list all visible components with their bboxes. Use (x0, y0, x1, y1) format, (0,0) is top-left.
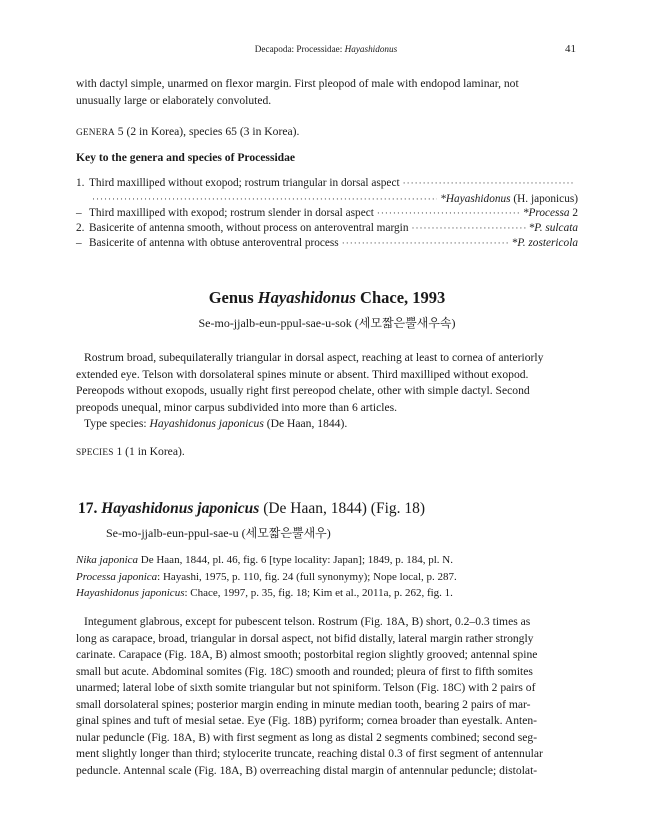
genus-korean-name: Se-mo-jjalb-eun-ppul-sae-u-sok (세모짧은뿔새우속) (198, 316, 456, 330)
key-text: Basicerite of antenna smooth, without process on anteroventral margin (89, 222, 409, 234)
synonym-citation: : Chace, 1997, p. 35, fig. 18; Kim et al., 2011a, p. 262, fig. 1. (184, 587, 453, 599)
intro-line: unusually large or elaborately convoluted. (76, 93, 272, 107)
genera-text: 5 (2 in Korea), species 65 (3 in Korea). (114, 125, 300, 138)
key-row-1 (76, 175, 578, 191)
running-head-genus: Hayashidonus (344, 44, 398, 54)
genus-heading-authority: Chace, 1993 (355, 288, 446, 307)
synonym-name: Nika japonica (76, 554, 139, 566)
species-count-text: 1 (1 in Korea). (113, 445, 185, 458)
synonym-citation: De Haan, 1844, pl. 46, fig. 6 [type locality: Japan]; 1849, p. 184, pl. N. (138, 554, 454, 566)
intro-paragraph (76, 76, 578, 109)
key-leader-dots (403, 175, 575, 191)
species-count-label: SPECIES (76, 448, 114, 458)
key-row-2 (76, 220, 578, 236)
key-target-extra: 2 (569, 207, 578, 219)
description-line: peduncle. Antennal scale (Fig. 18A, B) overreaching distal margin of antennular peduncle; distolat- (76, 763, 538, 777)
synonym-entry (76, 585, 578, 602)
synonym-name: Hayashidonus japonicus (76, 587, 185, 599)
type-species-label: Type species: (84, 417, 150, 430)
synonym-citation: : Hayashi, 1975, p. 110, fig. 24 (full synonymy); Nope local, p. 287. (157, 570, 457, 583)
genera-count (76, 124, 578, 142)
key-leader-dots (377, 205, 520, 221)
key-row-1b (76, 205, 578, 221)
type-species-name: Hayashidonus japonicus (149, 417, 264, 430)
key-target-name: *P. sulcata (528, 222, 578, 234)
key-target-name: *Processa (522, 207, 570, 219)
species-korean-name: Se-mo-jjalb-eun-ppul-sae-u (세모짧은뿔새우) (106, 526, 331, 540)
description-line: small but acute. Abdominal somites (Fig. 18C) smooth and rounded; pleura of first to fifth somites (76, 664, 533, 678)
diagnosis-line: preopods unequal, minor carpus subdivided into more than 6 articles. (76, 400, 398, 414)
key-number: 1. (76, 177, 85, 189)
genus-heading-name: Hayashidonus (257, 288, 356, 307)
running-head (76, 44, 576, 54)
species-description (76, 614, 578, 779)
species-author: (De Haan, 1844) (Fig. 18) (259, 500, 426, 517)
type-species (76, 416, 578, 433)
genus-heading-prefix: Genus (208, 288, 258, 307)
species-name: Hayashidonus japonicus (101, 500, 260, 517)
page-number: 41 (565, 43, 576, 55)
genus-heading (76, 288, 578, 308)
key-leader-dots (342, 235, 509, 251)
key-title: Key to the genera and species of Processidae (76, 151, 296, 164)
description-line: ment slightly longer than third; stylocerite truncate, reaching distal 0.3 of first segment of antennular (76, 747, 543, 760)
key-text: Third maxilliped without exopod; rostrum triangular in dorsal aspect (89, 177, 400, 189)
key-text: Third maxilliped with exopod; rostrum slender in dorsal aspect (89, 207, 374, 219)
type-species-author: (De Haan, 1844). (263, 417, 348, 430)
key-target (523, 205, 578, 221)
page-header (76, 44, 576, 60)
intro-line: with dactyl simple, unarmed on flexor margin. First pleopod of male with endopod laminar, not (76, 77, 519, 90)
key-number: 2. (76, 222, 85, 234)
diagnosis-line: extended eye. Telson with dorsolateral spines minute or absent. Third maxilliped without exopod. (76, 367, 529, 381)
species-number: 17. (78, 500, 102, 517)
key-target-name: *P. zostericola (511, 237, 578, 249)
key-target-extra: (H. japonicus) (510, 193, 578, 205)
diagnosis-line: Rostrum broad, subequilaterally triangular in dorsal aspect, reaching at least to cornea of anteriorly (84, 351, 544, 364)
key-target (512, 235, 578, 251)
synonymy (76, 552, 578, 602)
genus-diagnosis (76, 350, 578, 433)
key-target-name: *Hayashidonus (440, 193, 511, 205)
description-line: carinate. Carapace (Fig. 18A, B) almost smooth; postorbital region slightly grooved; antennal spine (76, 648, 538, 661)
genera-label: GENERA (76, 128, 115, 138)
description-line: long as carapace, broad, triangular in dorsal aspect, not bifid distally, lateral margin rather strongly (76, 631, 534, 645)
description-line: Integument glabrous, except for pubescent telson. Rostrum (Fig. 18A, B) short, 0.2–0.3 times as (84, 615, 531, 628)
description-line: ginal spines and tuft of mesial setae. Eye (Fig. 18B) pyriform; cornea broader than eyestalk. Anten- (76, 714, 538, 727)
key-row-2b (76, 235, 578, 251)
key-number: – (76, 237, 82, 249)
description-line: nular peduncle (Fig. 18A, B) with first segment as long as distal 2 segments combined; second seg- (76, 730, 538, 744)
species-heading (78, 500, 425, 518)
species-count (76, 444, 578, 462)
key-leader-dots (411, 220, 525, 236)
synonym-name: Processa japonica (76, 570, 158, 583)
key-target (529, 220, 578, 236)
key-text: Basicerite of antenna with obtuse anteroventral process (89, 237, 339, 249)
synonym-entry (76, 569, 578, 586)
running-head-text: Decapoda: Processidae: (254, 44, 345, 54)
synonym-entry (76, 552, 578, 569)
diagnosis-line: Pereopods without exopods, usually right first pereopod chelate, other with simple dactyl. Second (76, 384, 530, 397)
key-number: – (76, 207, 82, 219)
description-line: small dorsolateral spines; posterior margin ending in minute median tooth, bearing 2 pairs of mar- (76, 697, 531, 711)
description-line: unarmed; lateral lobe of sixth somite triangular but not spiniform. Telson (Fig. 18C) with 2 pairs of (76, 681, 536, 694)
